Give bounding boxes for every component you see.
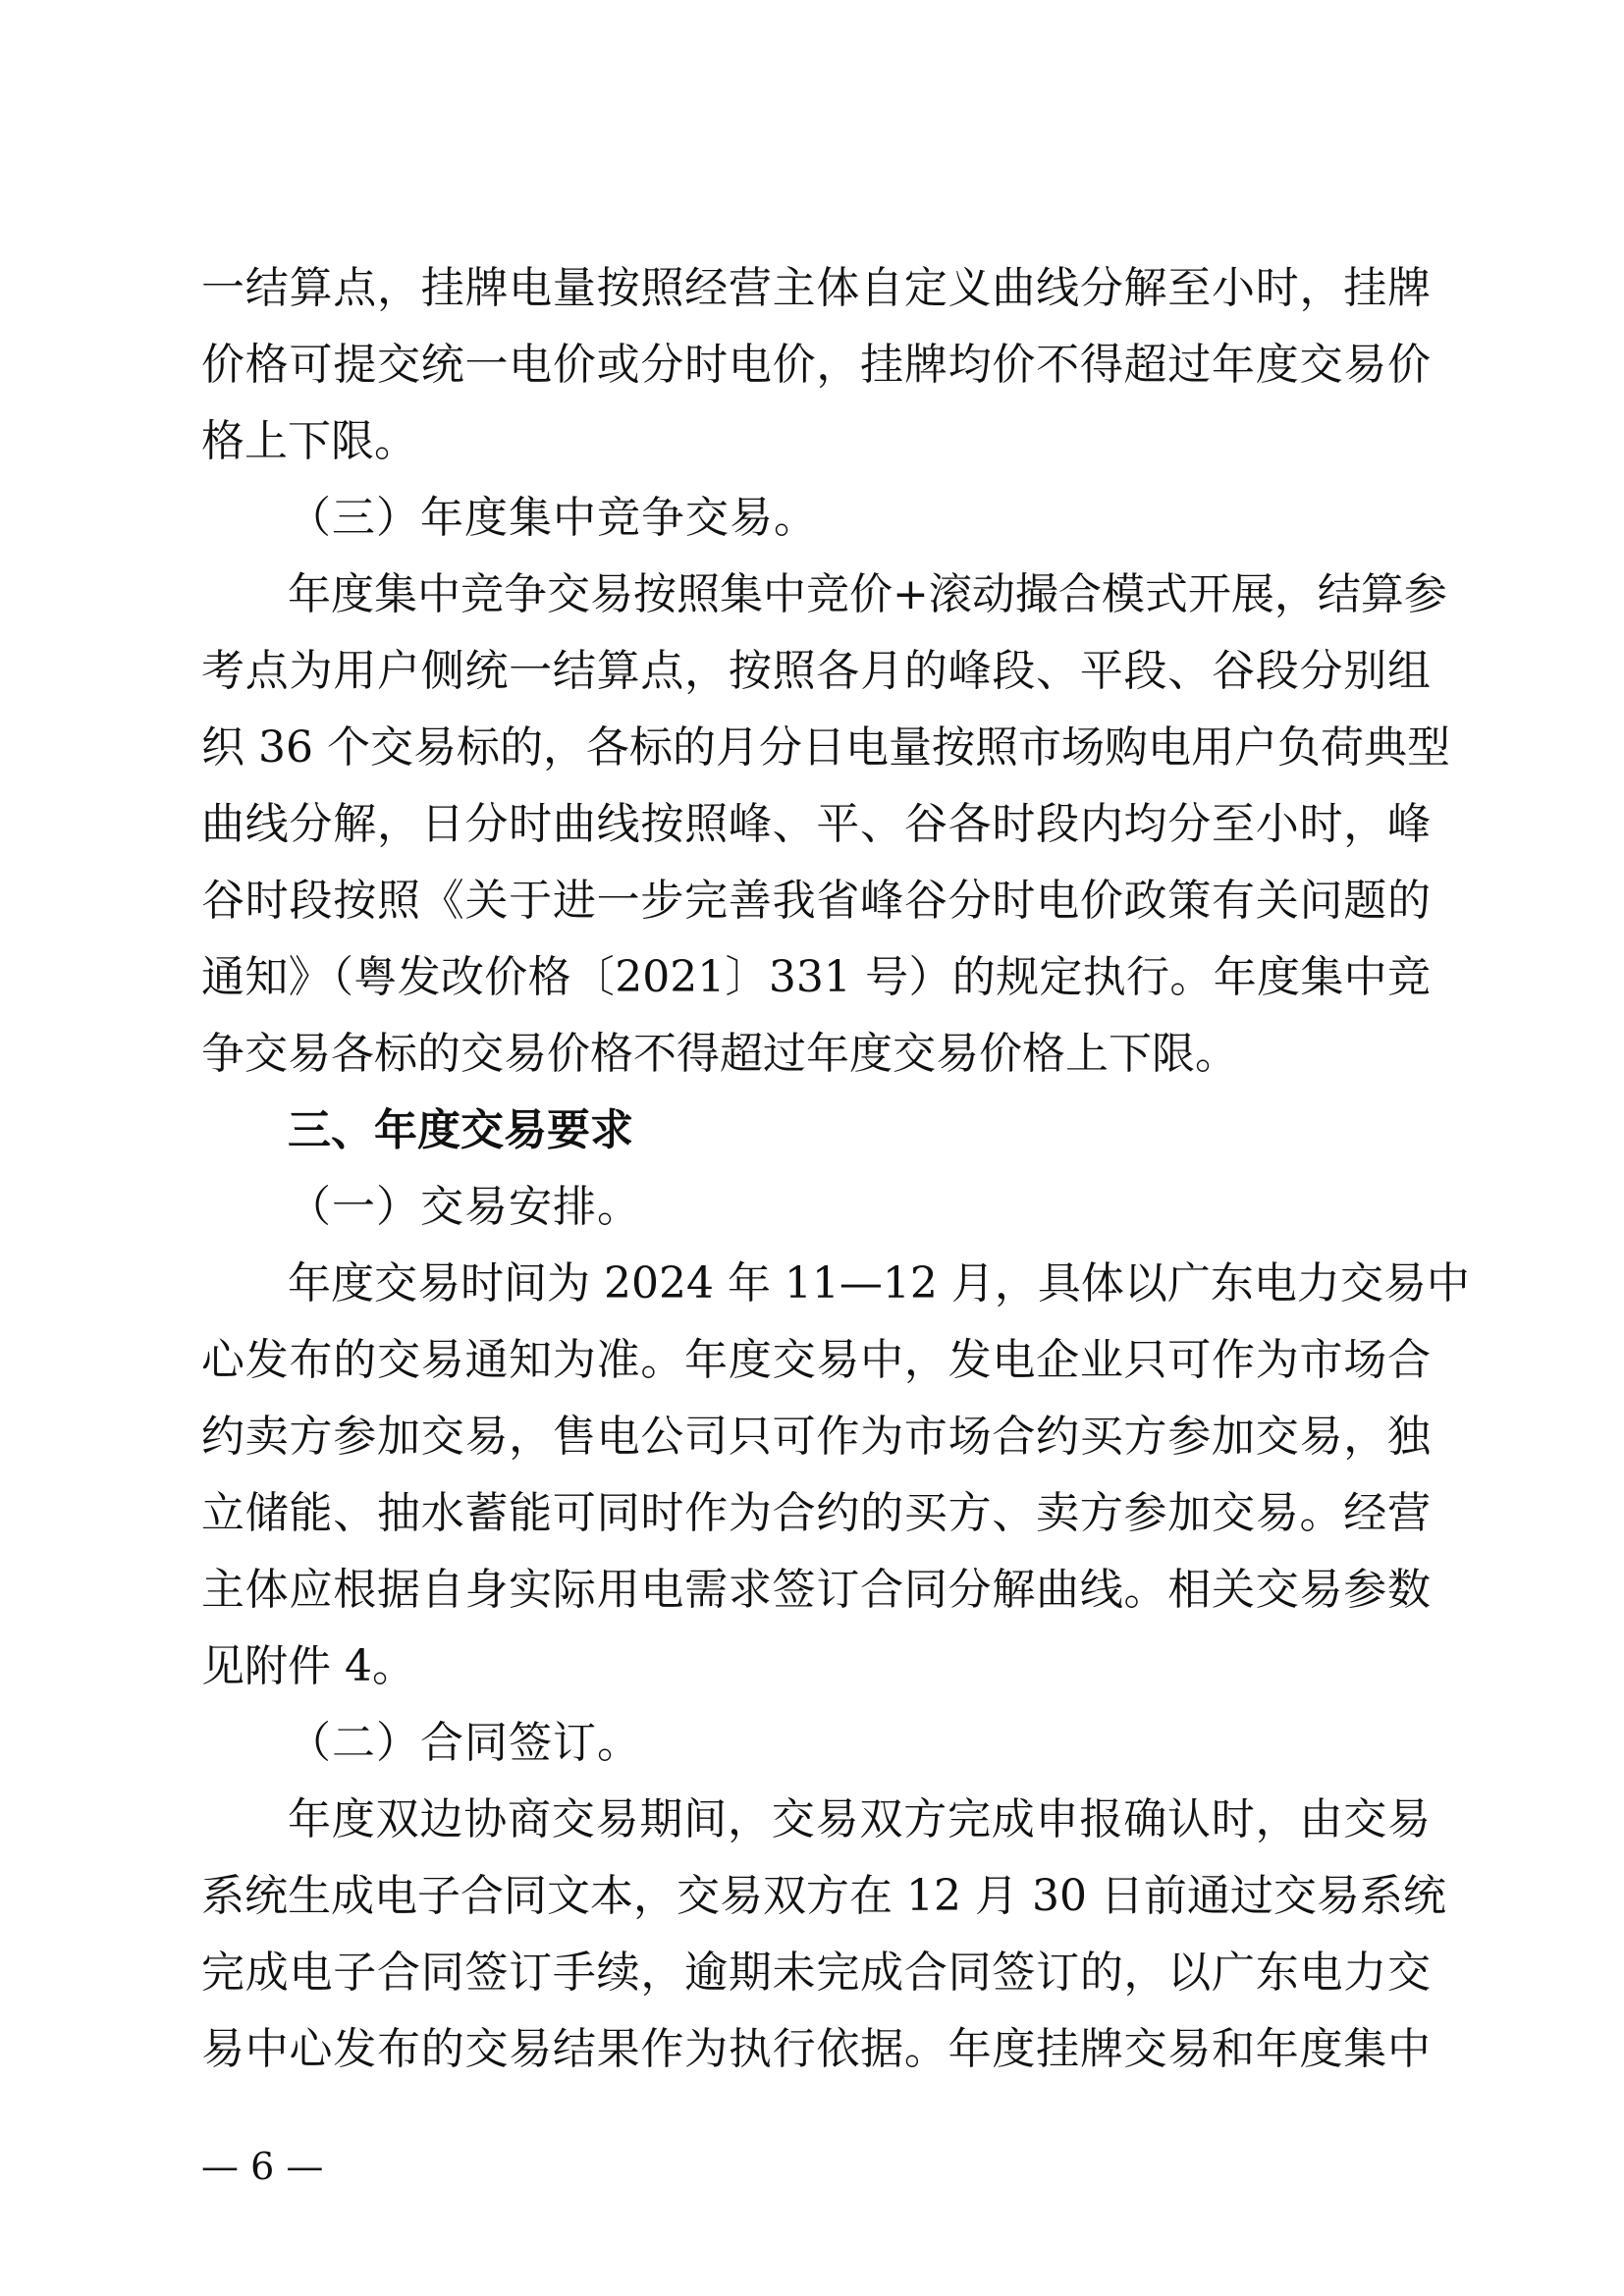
text-line: 见附件 4。 — [201, 1641, 415, 1691]
text-line: 主体应根据自身实际用电需求签订合同分解曲线。相关交易参数 — [201, 1565, 1431, 1615]
text-line: 格上下限。 — [201, 416, 417, 466]
text-line: 系统生成电子合同文本，交易双方在 12 月 30 日前通过交易系统 — [201, 1871, 1446, 1921]
subheading-annual-centralized-competition: （三）年度集中竞争交易。 — [288, 493, 818, 543]
paragraph-listing-price — [201, 250, 1431, 480]
page-number: — 6 — — [201, 2145, 324, 2188]
document-page — [201, 250, 1470, 2088]
text-line: 争交易各标的交易价格不得超过年度交易价格上下限。 — [201, 1029, 1238, 1079]
text-line: 完成电子合同签订手续，逾期未完成合同签订的，以广东电力交 — [201, 1948, 1431, 1998]
text-line: 通知》（粤发改价格〔2021〕331 号）的规定执行。年度集中竞 — [201, 952, 1431, 1002]
text-line: 一结算点，挂牌电量按照经营主体自定义曲线分解至小时，挂牌 — [201, 263, 1431, 313]
section-title-annual-trading-requirements: 三、年度交易要求 — [288, 1105, 633, 1155]
text-line: 年度双边协商交易期间，交易双方完成申报确认时，由交易 — [288, 1794, 1431, 1844]
text-line: 约卖方参加交易，售电公司只可作为市场合约买方参加交易，独 — [201, 1412, 1431, 1462]
text-line: 易中心发布的交易结果作为执行依据。年度挂牌交易和年度集中 — [201, 2024, 1431, 2074]
text-line: 曲线分解，日分时曲线按照峰、平、谷各时段内均分至小时，峰 — [201, 799, 1431, 849]
paragraph-trading-arrangement — [201, 1246, 1470, 1705]
text-line: 年度交易时间为 2024 年 11—12 月，具体以广东电力交易中 — [288, 1258, 1470, 1308]
subheading-trading-arrangement: （一）交易安排。 — [288, 1182, 641, 1232]
text-line: 织 36 个交易标的，各标的月分日电量按照市场购电用户负荷典型 — [201, 722, 1450, 773]
paragraph-centralized-competition — [201, 557, 1450, 1093]
text-line: 立储能、抽水蓄能可同时作为合约的买方、卖方参加交易。经营 — [201, 1488, 1431, 1538]
subheading-contract-signing: （二）合同签订。 — [288, 1718, 641, 1768]
paragraph-contract-signing — [201, 1782, 1446, 2088]
text-line: 价格可提交统一电价或分时电价，挂牌均价不得超过年度交易价 — [201, 340, 1431, 390]
text-line: 年度集中竞争交易按照集中竞价+滚动撮合模式开展，结算参 — [288, 569, 1447, 619]
text-line: 谷时段按照《关于进一步完善我省峰谷分时电价政策有关问题的 — [201, 876, 1431, 926]
text-line: 考点为用户侧统一结算点，按照各月的峰段、平段、谷段分别组 — [201, 646, 1431, 696]
text-line: 心发布的交易通知为准。年度交易中，发电企业只可作为市场合 — [201, 1335, 1431, 1385]
